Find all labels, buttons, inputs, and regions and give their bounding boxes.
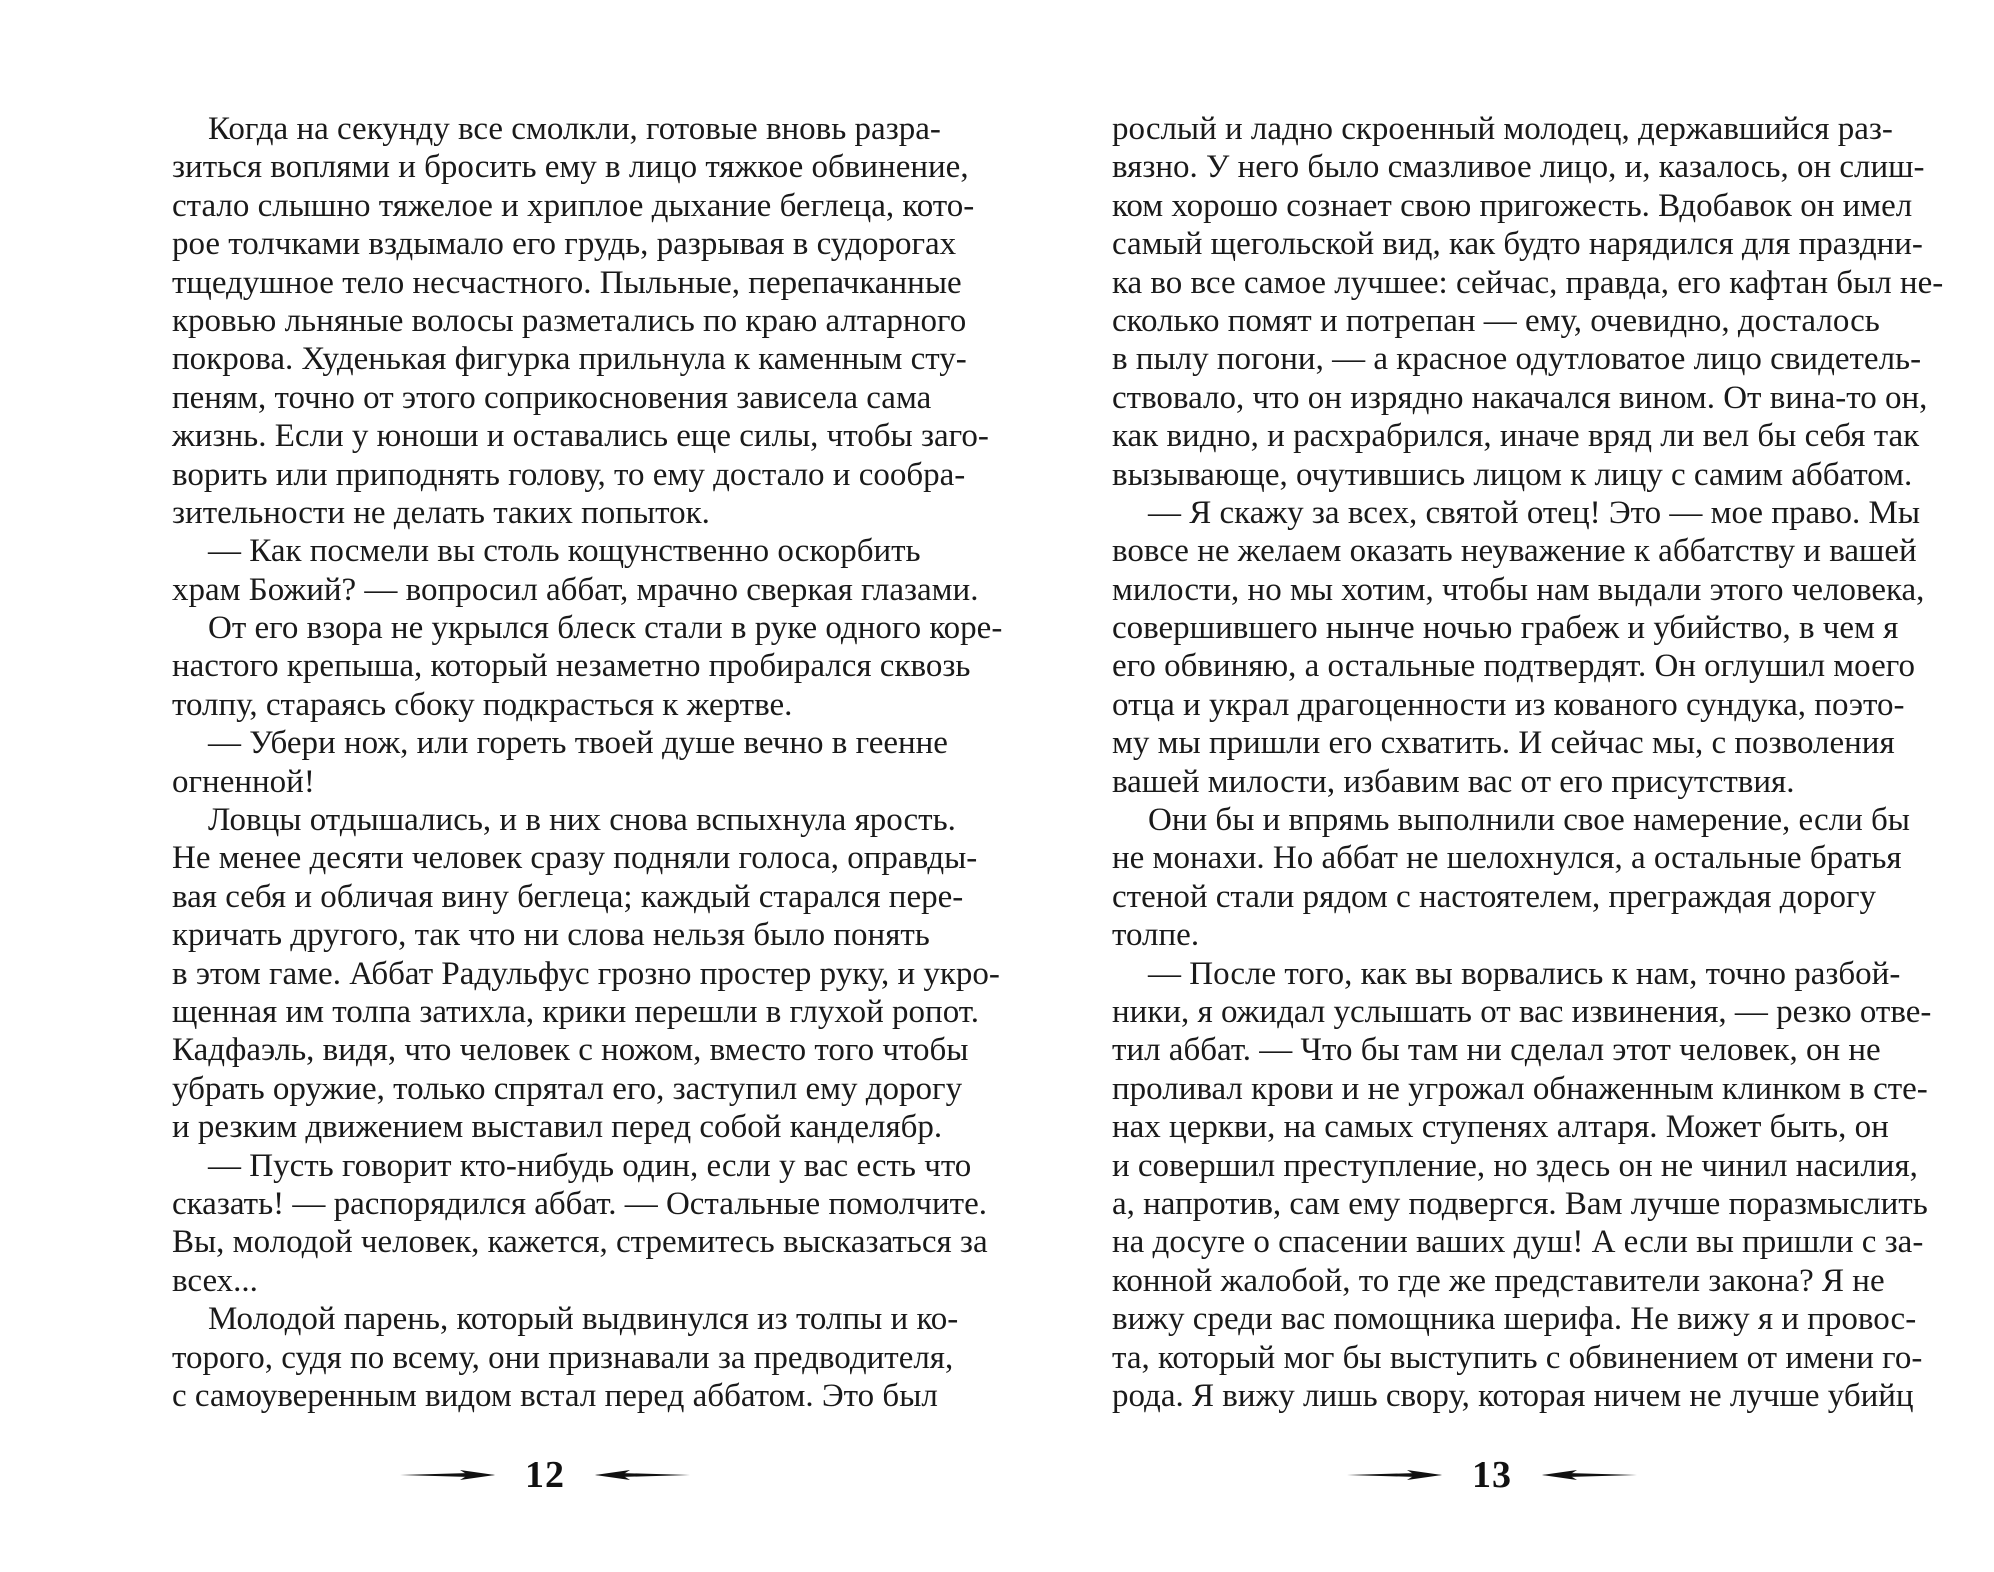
arrow-ornament-right-icon <box>595 1467 690 1483</box>
text-line: ка во все самое лучшее: сейчас, правда, его кафтан был не- <box>1112 264 1944 301</box>
text-line: на досуге о спасении ваших душ! А если вы пришли с за- <box>1112 1224 1924 1261</box>
text-line: стало слышно тяжелое и хриплое дыхание беглеца, кото- <box>172 187 975 224</box>
text-line: Не менее десяти человек сразу подняли голоса, оправды- <box>172 840 978 877</box>
text-line: проливал крови и не угрожал обнаженным клинком в сте- <box>1112 1070 1928 1107</box>
text-line: Они бы и впрямь выполнили свое намерение, если бы <box>1148 802 1910 839</box>
text-line: рода. Я вижу лишь свору, которая ничем не лучше убийц <box>1112 1377 1914 1414</box>
text-line: стеной стали рядом с настоятелем, преграждая дорогу <box>1112 878 1876 915</box>
text-line: конной жалобой, то где же представители закона? Я не <box>1112 1262 1885 1299</box>
text-line: тил аббат. — Что бы там ни сделал этот человек, он не <box>1112 1032 1881 1069</box>
text-line: пеням, точно от этого соприкосновения зависела сама <box>172 379 932 416</box>
arrow-ornament-left-icon <box>400 1467 495 1483</box>
text-line: вовсе не желаем оказать неуважение к аббатству и вашей <box>1112 533 1917 570</box>
text-line: кровью льняные волосы разметались по краю алтарного <box>172 302 967 339</box>
page-number: 13 <box>1472 1454 1512 1496</box>
text-line: — Я скажу за всех, святой отец! Это — мое право. Мы <box>1148 494 1921 531</box>
text-line: тщедушное тело несчастного. Пыльные, перепачканные <box>172 264 962 301</box>
arrow-ornament-left-icon <box>1347 1467 1442 1483</box>
text-line: в этом гаме. Аббат Радульфус грозно простер руку, и укро- <box>172 955 1000 992</box>
text-line: сказать! — распорядился аббат. — Остальные помолчите. <box>172 1185 987 1222</box>
text-line: не монахи. Но аббат не шелохнулся, а остальные братья <box>1112 840 1902 877</box>
text-line: нах церкви, на самых ступенях алтаря. Может быть, он <box>1112 1109 1889 1146</box>
text-line: зиться воплями и бросить ему в лицо тяжкое обвинение, <box>172 149 969 186</box>
right-page <box>997 0 1994 1572</box>
text-line: вижу среди вас помощника шерифа. Не вижу я и провос- <box>1112 1301 1917 1338</box>
text-line: милости, но мы хотим, чтобы нам выдали этого человека, <box>1112 571 1925 608</box>
text-line: толпе. <box>1112 917 1200 954</box>
text-line: огненной! <box>172 763 315 800</box>
right-page-folio <box>1347 1450 1637 1500</box>
text-line: Вы, молодой человек, кажется, стремитесь высказаться за <box>172 1224 988 1261</box>
text-line: ники, я ожидал услышать от вас извинения, — резко отве- <box>1112 993 1932 1030</box>
text-line: — После того, как вы ворвались к нам, точно разбой- <box>1148 955 1901 992</box>
text-line: Молодой парень, который выдвинулся из толпы и ко- <box>208 1301 959 1338</box>
text-line: — Убери нож, или гореть твоей душе вечно в геенне <box>208 725 948 762</box>
text-line: рое толчками вздымало его грудь, разрывая в судорогах <box>172 226 957 263</box>
right-page-text <box>1112 110 1944 1415</box>
text-line: ворить или приподнять голову, то ему достало и сообра- <box>172 456 966 493</box>
text-line: ком хорошо сознает свою пригожесть. Вдобавок он имел <box>1112 187 1913 224</box>
text-line: отца и украл драгоценности из кованого сундука, поэто- <box>1112 686 1905 723</box>
text-line: всех... <box>172 1262 258 1299</box>
text-line: От его взора не укрылся блеск стали в руке одного коре- <box>208 610 1003 647</box>
text-line: и резким движением выставил перед собой канделябр. <box>172 1109 943 1146</box>
text-line: храм Божий? — вопросил аббат, мрачно сверкая глазами. <box>172 571 979 608</box>
text-line: настого крепыша, который незаметно пробирался сквозь <box>172 648 971 685</box>
text-line: совершившего нынче ночью грабеж и убийство, в чем я <box>1112 610 1899 647</box>
left-page-folio <box>400 1450 690 1500</box>
text-line: вязно. У него было смазливое лицо, и, казалось, он слиш- <box>1112 149 1925 186</box>
text-line: покрова. Худенькая фигурка прильнула к каменным сту- <box>172 341 967 378</box>
text-line: жизнь. Если у юноши и оставались еще силы, чтобы заго- <box>172 418 989 455</box>
text-line: — Как посмели вы столь кощунственно оскорбить <box>208 533 921 570</box>
text-line: с самоуверенным видом встал перед аббатом. Это был <box>172 1377 938 1414</box>
text-line: вызывающе, очутившись лицом к лицу с самим аббатом. <box>1112 456 1913 493</box>
text-line: та, который мог бы выступить с обвинением от имени го- <box>1112 1339 1923 1376</box>
text-line: вашей милости, избавим вас от его присутствия. <box>1112 763 1795 800</box>
text-line: кричать другого, так что ни слова нельзя было понять <box>172 917 930 954</box>
text-line: Кадфаэль, видя, что человек с ножом, вместо того чтобы <box>172 1032 969 1069</box>
text-line: — Пусть говорит кто-нибудь один, если у вас есть что <box>208 1147 972 1184</box>
text-line: толпу, стараясь сбоку подкрасться к жертве. <box>172 686 793 723</box>
text-line: вая себя и обличая вину беглеца; каждый старался пере- <box>172 878 964 915</box>
text-line: а, напротив, сам ему подвергся. Вам лучше поразмыслить <box>1112 1185 1928 1222</box>
text-line: му мы пришли его схватить. И сейчас мы, с позволения <box>1112 725 1895 762</box>
text-line: Ловцы отдышались, и в них снова вспыхнула ярость. <box>208 802 956 839</box>
text-line: зительности не делать таких попыток. <box>172 494 710 531</box>
text-line: торого, судя по всему, они признавали за предводителя, <box>172 1339 954 1376</box>
text-line: Когда на секунду все смолкли, готовые вновь разра- <box>208 111 941 147</box>
text-line: самый щегольской вид, как будто нарядился для праздни- <box>1112 226 1923 263</box>
text-line: щенная им толпа затихла, крики перешли в глухой ропот. <box>172 993 979 1030</box>
text-line: его обвиняю, а остальные подтвердят. Он оглушил моего <box>1112 648 1915 685</box>
text-line: рослый и ладно скроенный молодец, державшийся раз- <box>1112 111 1893 147</box>
page-number: 12 <box>525 1454 565 1496</box>
text-line: и совершил преступление, но здесь он не чинил насилия, <box>1112 1147 1918 1184</box>
text-line: сколько помят и потрепан — ему, очевидно, досталось <box>1112 302 1880 339</box>
text-line: ствовало, что он изрядно накачался вином. От вина-то он, <box>1112 379 1928 416</box>
text-line: в пылу погони, — а красное одутловатое лицо свидетель- <box>1112 341 1922 378</box>
left-page-text <box>172 110 1003 1415</box>
arrow-ornament-right-icon <box>1542 1467 1637 1483</box>
text-line: как видно, и расхрабрился, иначе вряд ли вел бы себя так <box>1112 418 1920 455</box>
text-line: убрать оружие, только спрятал его, заступил ему дорогу <box>172 1070 963 1107</box>
